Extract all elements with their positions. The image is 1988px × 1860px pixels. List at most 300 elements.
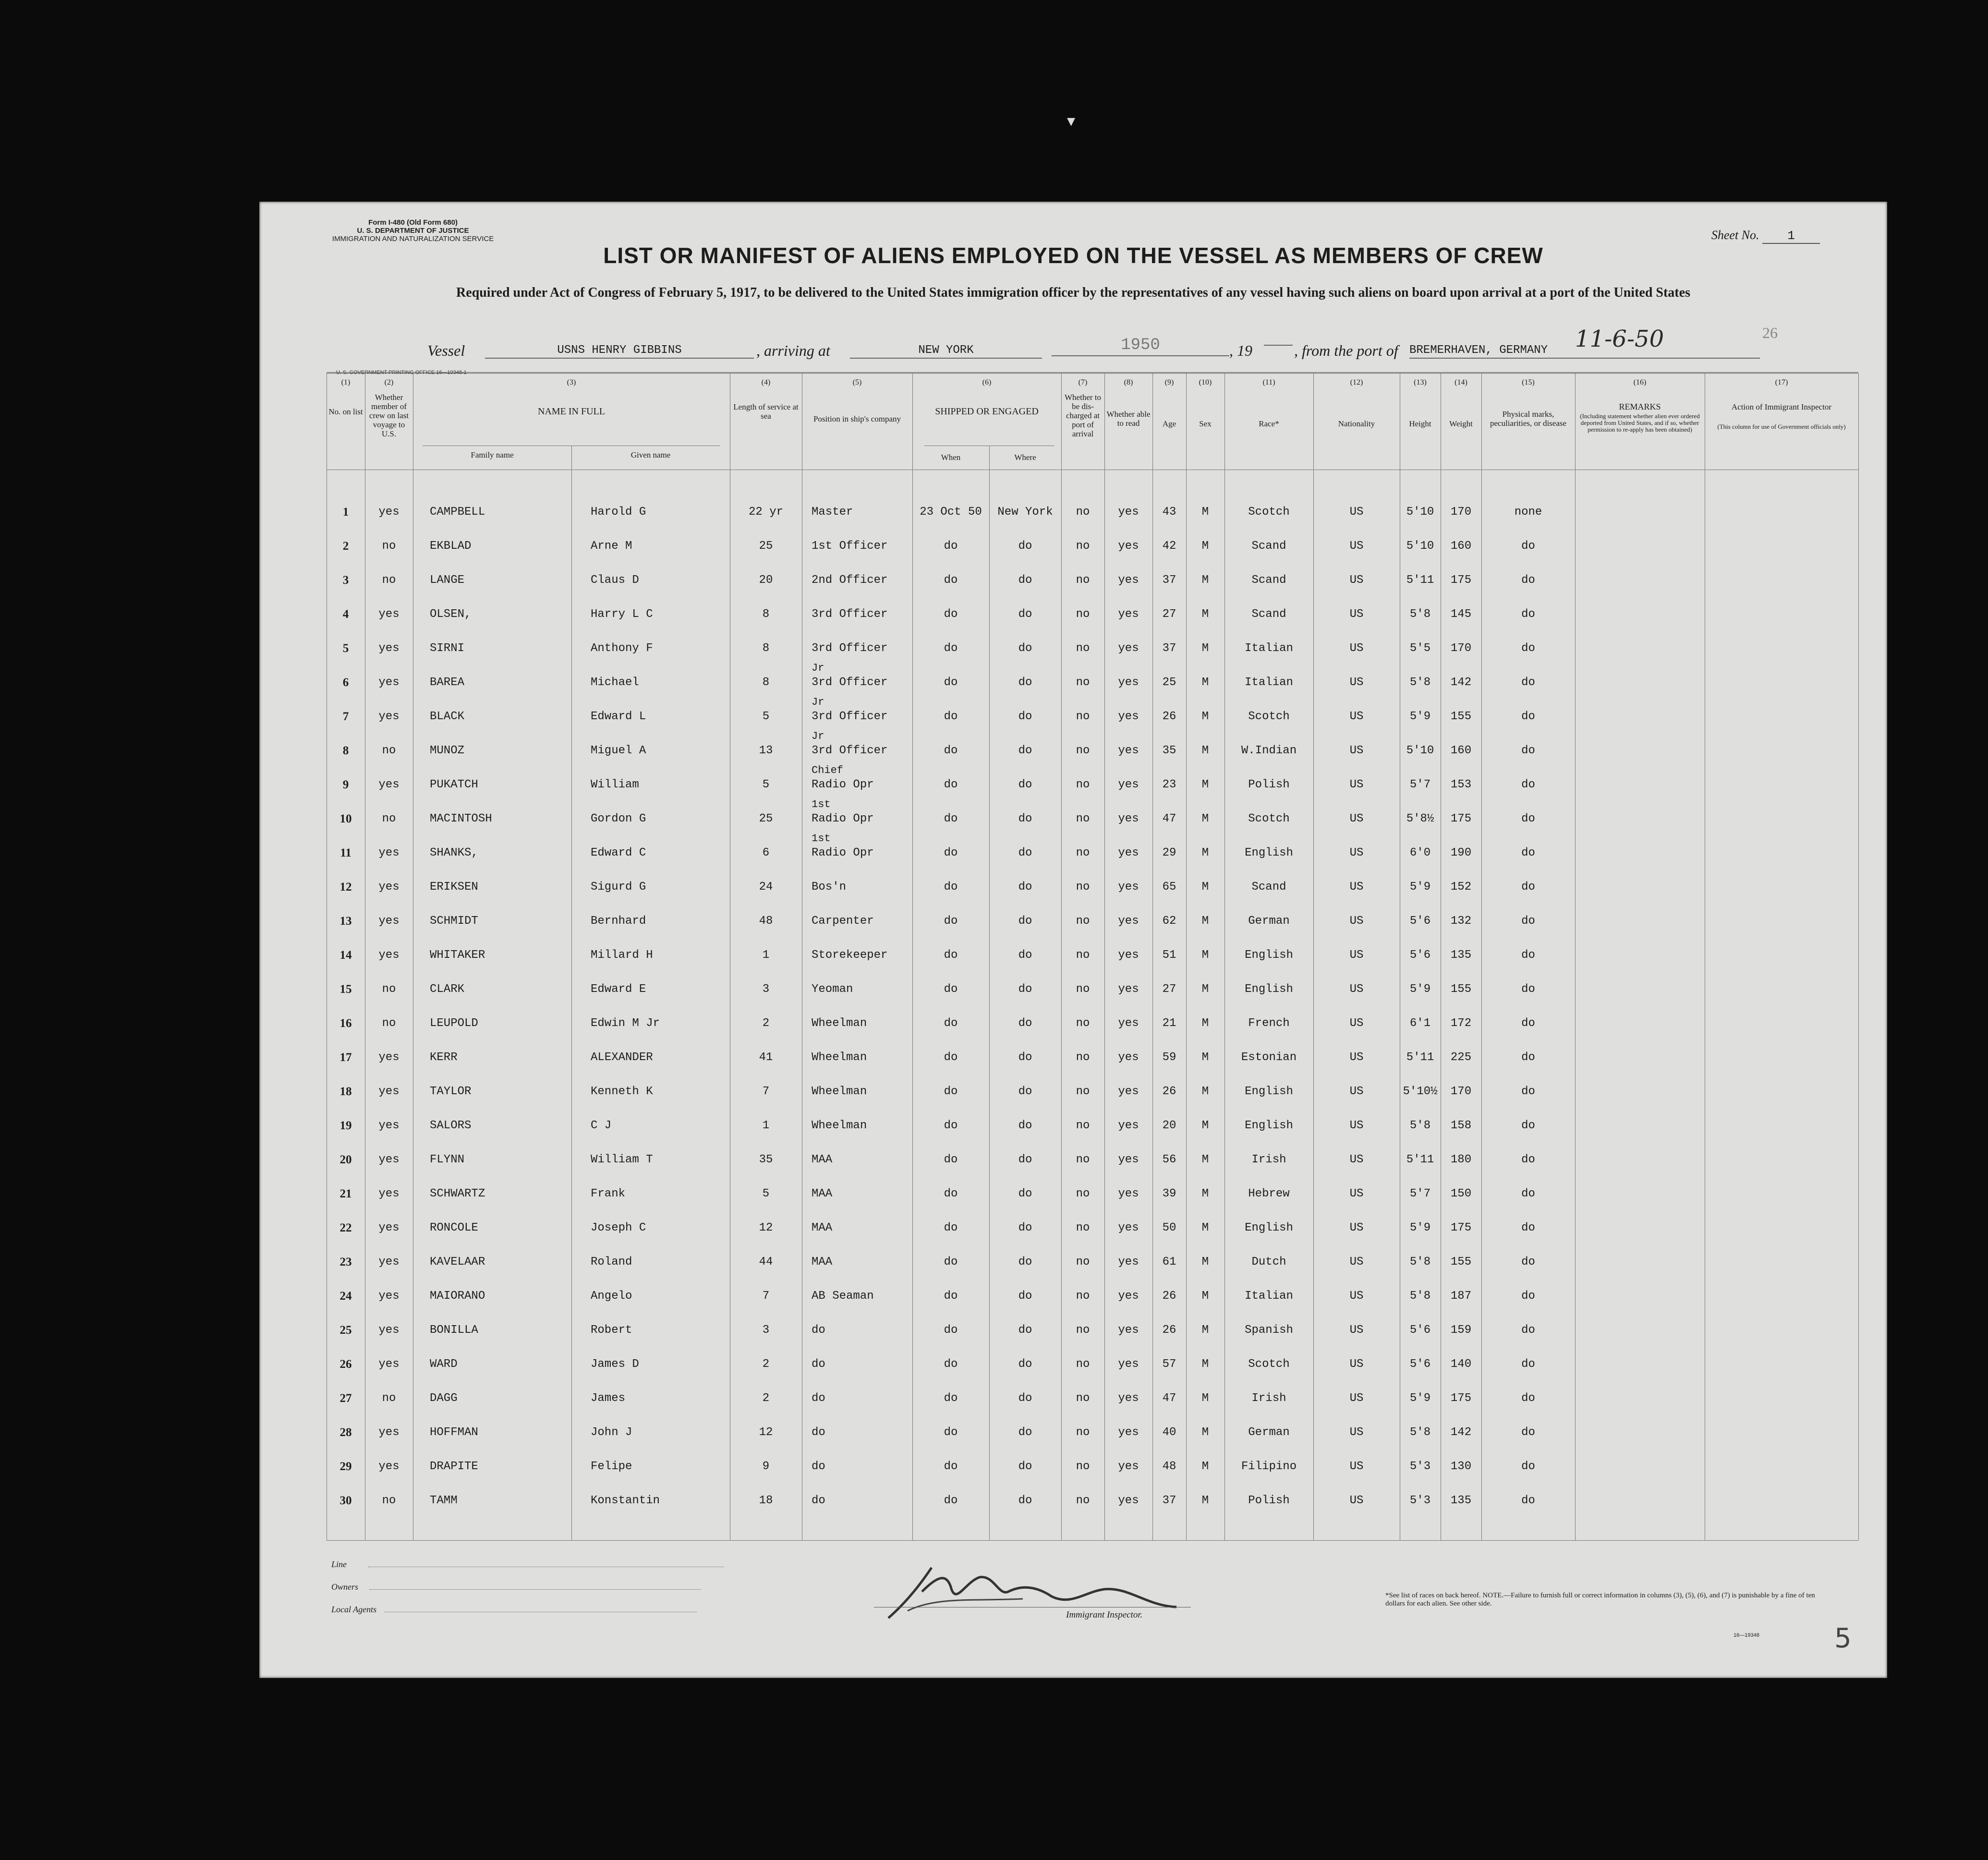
header-name: NAME IN FULL bbox=[538, 406, 605, 417]
row-number: 26 bbox=[339, 1358, 352, 1371]
header-weight: Weight bbox=[1449, 419, 1473, 428]
row-physical: do bbox=[1521, 1426, 1535, 1439]
row-race: Irish bbox=[1251, 1392, 1286, 1405]
row-discharged: no bbox=[1076, 1187, 1090, 1200]
row-previous-voyage: no bbox=[382, 1017, 396, 1030]
row-previous-voyage: yes bbox=[378, 1187, 400, 1200]
header-remarks-note: (Including statement whether alien ever ordered deported from United States, and if so, whether permission to re-apply has been obtained) bbox=[1580, 412, 1700, 433]
row-discharged: no bbox=[1076, 1494, 1090, 1507]
row-where: do bbox=[1018, 1153, 1032, 1166]
row-when: 23 Oct 50 bbox=[920, 506, 982, 519]
row-physical: do bbox=[1521, 846, 1535, 859]
owners-field bbox=[331, 1582, 701, 1592]
service-name: IMMIGRATION AND NATURALIZATION SERVICE bbox=[332, 235, 494, 243]
row-family-name: BONILLA bbox=[430, 1324, 478, 1337]
row-length-service: 2 bbox=[762, 1017, 770, 1030]
row-nationality: US bbox=[1349, 540, 1364, 553]
row-age: 40 bbox=[1162, 1426, 1176, 1439]
col-num: (6) bbox=[982, 378, 992, 386]
row-discharged: no bbox=[1076, 1221, 1090, 1234]
row-discharged: no bbox=[1076, 540, 1090, 553]
row-when: do bbox=[944, 778, 958, 791]
row-where: do bbox=[1018, 642, 1032, 655]
row-weight: 153 bbox=[1450, 778, 1472, 791]
row-nationality: US bbox=[1349, 506, 1364, 519]
row-previous-voyage: yes bbox=[378, 1221, 400, 1234]
header-physical: Physical marks, peculiarities, or disease bbox=[1490, 410, 1567, 428]
handwritten-date: 11-6-50 bbox=[1575, 326, 1664, 352]
row-position-prefix: Jr bbox=[812, 662, 824, 674]
row-age: 37 bbox=[1162, 1494, 1176, 1507]
row-position: do bbox=[812, 1494, 825, 1507]
col-num: (1) bbox=[341, 378, 351, 386]
row-physical: do bbox=[1521, 1153, 1535, 1166]
row-weight: 155 bbox=[1450, 710, 1472, 723]
row-physical: do bbox=[1521, 1460, 1535, 1473]
row-position: Wheelman bbox=[812, 1017, 867, 1030]
row-height: 6'0 bbox=[1409, 846, 1431, 859]
row-age: 42 bbox=[1162, 540, 1176, 553]
row-previous-voyage: no bbox=[382, 540, 396, 553]
row-length-service: 3 bbox=[762, 1324, 770, 1337]
row-discharged: no bbox=[1076, 710, 1090, 723]
row-sex: M bbox=[1201, 915, 1209, 928]
agents-field bbox=[331, 1605, 697, 1615]
row-where: do bbox=[1018, 1187, 1032, 1200]
row-position: 3rd Officer bbox=[812, 608, 888, 621]
row-previous-voyage: yes bbox=[378, 1290, 400, 1303]
row-race: English bbox=[1245, 846, 1293, 859]
row-previous-voyage: yes bbox=[378, 676, 400, 689]
row-discharged: no bbox=[1076, 642, 1090, 655]
row-previous-voyage: yes bbox=[378, 881, 400, 894]
row-where: do bbox=[1018, 1051, 1032, 1064]
row-race: Scotch bbox=[1248, 1358, 1290, 1371]
row-family-name: SCHWARTZ bbox=[430, 1187, 485, 1200]
row-position: 3rd Officer bbox=[812, 676, 888, 689]
row-length-service: 1 bbox=[762, 949, 770, 962]
row-race: English bbox=[1245, 1119, 1293, 1132]
row-number: 11 bbox=[340, 846, 352, 859]
row-where: do bbox=[1018, 1221, 1032, 1234]
row-read: yes bbox=[1118, 1256, 1139, 1268]
row-height: 5'5 bbox=[1409, 642, 1431, 655]
row-height: 5'11 bbox=[1406, 1051, 1434, 1064]
row-sex: M bbox=[1201, 1153, 1209, 1166]
row-given-name: Edward E bbox=[591, 983, 646, 996]
row-discharged: no bbox=[1076, 1392, 1090, 1405]
row-number: 25 bbox=[339, 1324, 352, 1337]
row-position-prefix: Chief bbox=[812, 764, 844, 776]
row-number: 22 bbox=[339, 1221, 352, 1234]
row-sex: M bbox=[1201, 676, 1209, 689]
row-family-name: SIRNI bbox=[430, 642, 465, 655]
row-weight: 172 bbox=[1450, 1017, 1472, 1030]
row-number: 13 bbox=[339, 915, 352, 928]
row-where: do bbox=[1018, 983, 1032, 996]
row-family-name: KERR bbox=[430, 1051, 458, 1064]
row-position: 1st Officer bbox=[812, 540, 888, 553]
row-position: do bbox=[812, 1324, 825, 1337]
row-given-name: Felipe bbox=[591, 1460, 632, 1473]
row-race: W.Indian bbox=[1241, 744, 1297, 757]
row-given-name: Anthony F bbox=[591, 642, 653, 655]
row-nationality: US bbox=[1349, 881, 1364, 894]
row-read: yes bbox=[1118, 1324, 1139, 1337]
row-position: 3rd Officer bbox=[812, 744, 888, 757]
row-family-name: LANGE bbox=[430, 574, 465, 587]
row-age: 65 bbox=[1162, 881, 1176, 894]
manifest-sheet bbox=[259, 202, 1887, 1678]
row-read: yes bbox=[1118, 949, 1139, 962]
row-when: do bbox=[944, 1392, 958, 1405]
row-when: do bbox=[944, 540, 958, 553]
row-discharged: no bbox=[1076, 1017, 1090, 1030]
row-race: Scand bbox=[1251, 574, 1286, 587]
row-discharged: no bbox=[1076, 574, 1090, 587]
row-weight: 130 bbox=[1450, 1460, 1472, 1473]
row-when: do bbox=[944, 676, 958, 689]
row-position: 2nd Officer bbox=[812, 574, 888, 587]
printing-office-line: U. S. GOVERNMENT PRINTING OFFICE 16—19348-1 bbox=[336, 370, 467, 375]
row-where: do bbox=[1018, 676, 1032, 689]
row-race: Estonian bbox=[1241, 1051, 1297, 1064]
row-discharged: no bbox=[1076, 676, 1090, 689]
header-where: Where bbox=[1014, 453, 1036, 462]
row-length-service: 8 bbox=[762, 642, 770, 655]
row-discharged: no bbox=[1076, 744, 1090, 757]
row-height: 5'3 bbox=[1409, 1460, 1431, 1473]
row-position: do bbox=[812, 1358, 825, 1371]
row-where: do bbox=[1018, 1392, 1032, 1405]
row-given-name: Millard H bbox=[591, 949, 653, 962]
row-weight: 155 bbox=[1450, 983, 1472, 996]
row-previous-voyage: yes bbox=[378, 608, 400, 621]
row-given-name: William T bbox=[591, 1153, 653, 1166]
row-read: yes bbox=[1118, 1153, 1139, 1166]
row-when: do bbox=[944, 1017, 958, 1030]
row-race: Scand bbox=[1251, 540, 1286, 553]
row-physical: do bbox=[1521, 1290, 1535, 1303]
row-read: yes bbox=[1118, 676, 1139, 689]
row-discharged: no bbox=[1076, 1358, 1090, 1371]
row-sex: M bbox=[1201, 1460, 1209, 1473]
row-position-prefix: Jr bbox=[812, 696, 824, 708]
row-physical: do bbox=[1521, 676, 1535, 689]
row-length-service: 25 bbox=[759, 812, 773, 825]
row-discharged: no bbox=[1076, 1290, 1090, 1303]
year-label: , 19 bbox=[1229, 342, 1252, 359]
row-physical: do bbox=[1521, 1256, 1535, 1268]
document-subtitle: Required under Act of Congress of February 5, 1917, to be delivered to the United States immigration officer by the representatives of any vessel having such aliens on board upon arrival at a port of the United States bbox=[456, 285, 1690, 300]
row-height: 5'6 bbox=[1409, 915, 1431, 928]
row-height: 5'11 bbox=[1406, 574, 1434, 587]
header-remarks: REMARKS bbox=[1619, 402, 1661, 411]
row-nationality: US bbox=[1349, 1358, 1364, 1371]
row-race: German bbox=[1248, 915, 1290, 928]
row-length-service: 5 bbox=[762, 778, 770, 791]
row-sex: M bbox=[1201, 1494, 1209, 1507]
row-previous-voyage: yes bbox=[378, 1324, 400, 1337]
col-num: (10) bbox=[1199, 378, 1212, 386]
col-num: (16) bbox=[1633, 378, 1647, 386]
row-where: do bbox=[1018, 1119, 1032, 1132]
row-length-service: 44 bbox=[759, 1256, 773, 1268]
row-read: yes bbox=[1118, 744, 1139, 757]
row-previous-voyage: yes bbox=[378, 915, 400, 928]
row-family-name: LEUPOLD bbox=[430, 1017, 478, 1030]
row-read: yes bbox=[1118, 506, 1139, 519]
row-read: yes bbox=[1118, 881, 1139, 894]
row-given-name: Miguel A bbox=[591, 744, 646, 757]
row-age: 47 bbox=[1162, 1392, 1176, 1405]
row-weight: 135 bbox=[1450, 949, 1472, 962]
row-where: do bbox=[1018, 540, 1032, 553]
row-where: do bbox=[1018, 608, 1032, 621]
col-num: (17) bbox=[1775, 378, 1788, 386]
row-age: 29 bbox=[1162, 846, 1176, 859]
row-age: 27 bbox=[1162, 983, 1176, 996]
row-nationality: US bbox=[1349, 1426, 1364, 1439]
arriving-label: , arriving at bbox=[756, 342, 830, 359]
row-race: Irish bbox=[1251, 1153, 1286, 1166]
row-position: Wheelman bbox=[812, 1051, 867, 1064]
row-number: 9 bbox=[342, 778, 349, 791]
row-race: Hebrew bbox=[1248, 1187, 1290, 1200]
row-position: Bos'n bbox=[812, 881, 847, 894]
row-length-service: 25 bbox=[759, 540, 773, 553]
row-given-name: Roland bbox=[591, 1256, 632, 1268]
row-family-name: SCHMIDT bbox=[430, 915, 478, 928]
row-previous-voyage: no bbox=[382, 812, 396, 825]
header-sex: Sex bbox=[1199, 419, 1212, 428]
row-position: Carpenter bbox=[812, 915, 874, 928]
row-physical: do bbox=[1521, 710, 1535, 723]
row-length-service: 1 bbox=[762, 1119, 770, 1132]
header-given-name: Given name bbox=[630, 450, 671, 459]
row-age: 26 bbox=[1162, 1290, 1176, 1303]
row-discharged: no bbox=[1076, 915, 1090, 928]
row-previous-voyage: yes bbox=[378, 1051, 400, 1064]
row-given-name: Edward L bbox=[591, 710, 646, 723]
row-when: do bbox=[944, 983, 958, 996]
row-physical: do bbox=[1521, 1017, 1535, 1030]
row-length-service: 2 bbox=[762, 1358, 770, 1371]
row-discharged: no bbox=[1076, 1153, 1090, 1166]
row-where: do bbox=[1018, 744, 1032, 757]
row-read: yes bbox=[1118, 574, 1139, 587]
row-given-name: Claus D bbox=[591, 574, 639, 587]
row-weight: 158 bbox=[1450, 1119, 1472, 1132]
row-previous-voyage: yes bbox=[378, 506, 400, 519]
row-when: do bbox=[944, 744, 958, 757]
row-given-name: James D bbox=[591, 1358, 639, 1371]
row-number: 7 bbox=[342, 710, 349, 723]
row-position: MAA bbox=[812, 1153, 833, 1166]
row-family-name: DAGG bbox=[430, 1392, 458, 1405]
row-height: 5'7 bbox=[1409, 778, 1431, 791]
row-height: 5'6 bbox=[1409, 949, 1431, 962]
row-when: do bbox=[944, 608, 958, 621]
row-number: 16 bbox=[339, 1017, 352, 1030]
row-length-service: 24 bbox=[759, 881, 773, 894]
row-nationality: US bbox=[1349, 574, 1364, 587]
row-height: 5'11 bbox=[1406, 1153, 1434, 1166]
row-sex: M bbox=[1201, 1358, 1209, 1371]
col-num: (5) bbox=[852, 378, 862, 386]
col-num: (7) bbox=[1078, 378, 1088, 386]
row-race: Dutch bbox=[1251, 1256, 1286, 1268]
row-when: do bbox=[944, 1187, 958, 1200]
row-read: yes bbox=[1118, 1017, 1139, 1030]
header-nationality: Nationality bbox=[1338, 419, 1375, 428]
row-physical: none bbox=[1514, 506, 1542, 519]
row-length-service: 8 bbox=[762, 676, 770, 689]
row-race: Polish bbox=[1248, 778, 1290, 791]
row-position: do bbox=[812, 1426, 825, 1439]
row-physical: do bbox=[1521, 778, 1535, 791]
row-race: English bbox=[1245, 1085, 1293, 1098]
row-physical: do bbox=[1521, 1085, 1535, 1098]
top-mark: ▾ bbox=[1067, 111, 1076, 131]
row-height: 5'7 bbox=[1409, 1187, 1431, 1200]
row-read: yes bbox=[1118, 1119, 1139, 1132]
row-family-name: TAMM bbox=[430, 1494, 458, 1507]
row-height: 5'8 bbox=[1409, 676, 1431, 689]
row-sex: M bbox=[1201, 812, 1209, 825]
row-weight: 142 bbox=[1450, 676, 1472, 689]
header-action: Action of Immigrant Inspector bbox=[1731, 402, 1832, 411]
row-previous-voyage: yes bbox=[378, 1426, 400, 1439]
row-length-service: 18 bbox=[759, 1494, 773, 1507]
header-read: Whether able to read bbox=[1106, 410, 1151, 428]
row-number: 18 bbox=[339, 1085, 352, 1098]
col-num: (11) bbox=[1262, 378, 1275, 386]
crew-table bbox=[327, 372, 1858, 1540]
row-age: 35 bbox=[1162, 744, 1176, 757]
row-previous-voyage: yes bbox=[378, 1153, 400, 1166]
row-number: 28 bbox=[339, 1426, 352, 1439]
row-weight: 155 bbox=[1450, 1256, 1472, 1268]
inspector-label: Immigrant Inspector. bbox=[1066, 1610, 1143, 1620]
row-previous-voyage: yes bbox=[378, 846, 400, 859]
row-position: Radio Opr bbox=[812, 846, 874, 859]
row-age: 23 bbox=[1162, 778, 1176, 791]
row-previous-voyage: yes bbox=[378, 1358, 400, 1371]
row-physical: do bbox=[1521, 1494, 1535, 1507]
row-length-service: 9 bbox=[762, 1460, 770, 1473]
row-given-name: Frank bbox=[591, 1187, 626, 1200]
header-shipped: SHIPPED OR ENGAGED bbox=[935, 406, 1039, 417]
row-given-name: John J bbox=[591, 1426, 632, 1439]
row-length-service: 8 bbox=[762, 608, 770, 621]
row-race: French bbox=[1248, 1017, 1290, 1030]
header-race: Race* bbox=[1259, 419, 1279, 428]
row-physical: do bbox=[1521, 574, 1535, 587]
row-when: do bbox=[944, 1256, 958, 1268]
row-length-service: 2 bbox=[762, 1392, 770, 1405]
row-number: 23 bbox=[339, 1256, 352, 1268]
row-position: MAA bbox=[812, 1256, 833, 1268]
row-length-service: 7 bbox=[762, 1290, 770, 1303]
owners-label: Owners bbox=[331, 1582, 359, 1592]
row-race: Filipino bbox=[1241, 1460, 1297, 1473]
row-discharged: no bbox=[1076, 881, 1090, 894]
row-height: 5'9 bbox=[1409, 881, 1431, 894]
from-port-label: , from the port of bbox=[1294, 342, 1398, 359]
row-family-name: MUNOZ bbox=[430, 744, 465, 757]
row-length-service: 7 bbox=[762, 1085, 770, 1098]
row-where: do bbox=[1018, 710, 1032, 723]
row-age: 39 bbox=[1162, 1187, 1176, 1200]
row-where: do bbox=[1018, 1426, 1032, 1439]
row-age: 43 bbox=[1162, 506, 1176, 519]
row-when: do bbox=[944, 949, 958, 962]
row-given-name: C J bbox=[591, 1119, 612, 1132]
row-height: 5'9 bbox=[1409, 1392, 1431, 1405]
header-discharged: Whether to be dis-charged at port of arrival bbox=[1065, 393, 1101, 438]
row-when: do bbox=[944, 642, 958, 655]
row-given-name: Harold G bbox=[591, 506, 646, 519]
line-field bbox=[331, 1559, 724, 1570]
row-position-prefix: 1st bbox=[812, 798, 831, 810]
vessel-name: USNS HENRY GIBBINS bbox=[485, 344, 754, 359]
row-discharged: no bbox=[1076, 846, 1090, 859]
row-nationality: US bbox=[1349, 915, 1364, 928]
page-mark: 26 bbox=[1762, 324, 1778, 341]
row-sex: M bbox=[1201, 574, 1209, 587]
row-position: Yeoman bbox=[812, 983, 853, 996]
row-when: do bbox=[944, 915, 958, 928]
row-where: do bbox=[1018, 915, 1032, 928]
row-when: do bbox=[944, 1494, 958, 1507]
row-age: 50 bbox=[1162, 1221, 1176, 1234]
row-number: 14 bbox=[339, 949, 352, 962]
row-age: 25 bbox=[1162, 676, 1176, 689]
row-family-name: SALORS bbox=[430, 1119, 472, 1132]
row-family-name: WARD bbox=[430, 1358, 458, 1371]
row-age: 21 bbox=[1162, 1017, 1176, 1030]
row-given-name: Bernhard bbox=[591, 915, 646, 928]
row-where: New York bbox=[997, 506, 1053, 519]
row-nationality: US bbox=[1349, 983, 1364, 996]
row-previous-voyage: no bbox=[382, 1494, 396, 1507]
row-read: yes bbox=[1118, 1460, 1139, 1473]
row-read: yes bbox=[1118, 608, 1139, 621]
sheet-value: 1 bbox=[1762, 229, 1820, 244]
header-no: No. on list bbox=[328, 407, 363, 416]
row-weight: 170 bbox=[1450, 642, 1472, 655]
row-when: do bbox=[944, 846, 958, 859]
row-previous-voyage: no bbox=[382, 744, 396, 757]
row-family-name: BAREA bbox=[430, 676, 465, 689]
row-given-name: Gordon G bbox=[591, 812, 646, 825]
row-age: 20 bbox=[1162, 1119, 1176, 1132]
row-weight: 159 bbox=[1450, 1324, 1472, 1337]
row-number: 30 bbox=[339, 1494, 352, 1507]
row-height: 5'3 bbox=[1409, 1494, 1431, 1507]
row-discharged: no bbox=[1076, 1119, 1090, 1132]
row-height: 5'6 bbox=[1409, 1324, 1431, 1337]
row-physical: do bbox=[1521, 744, 1535, 757]
row-sex: M bbox=[1201, 1051, 1209, 1064]
row-weight: 145 bbox=[1450, 608, 1472, 621]
row-number: 5 bbox=[342, 642, 349, 655]
row-nationality: US bbox=[1349, 1256, 1364, 1268]
header-age: Age bbox=[1162, 419, 1176, 428]
row-given-name: ALEXANDER bbox=[591, 1051, 653, 1064]
row-sex: M bbox=[1201, 1426, 1209, 1439]
